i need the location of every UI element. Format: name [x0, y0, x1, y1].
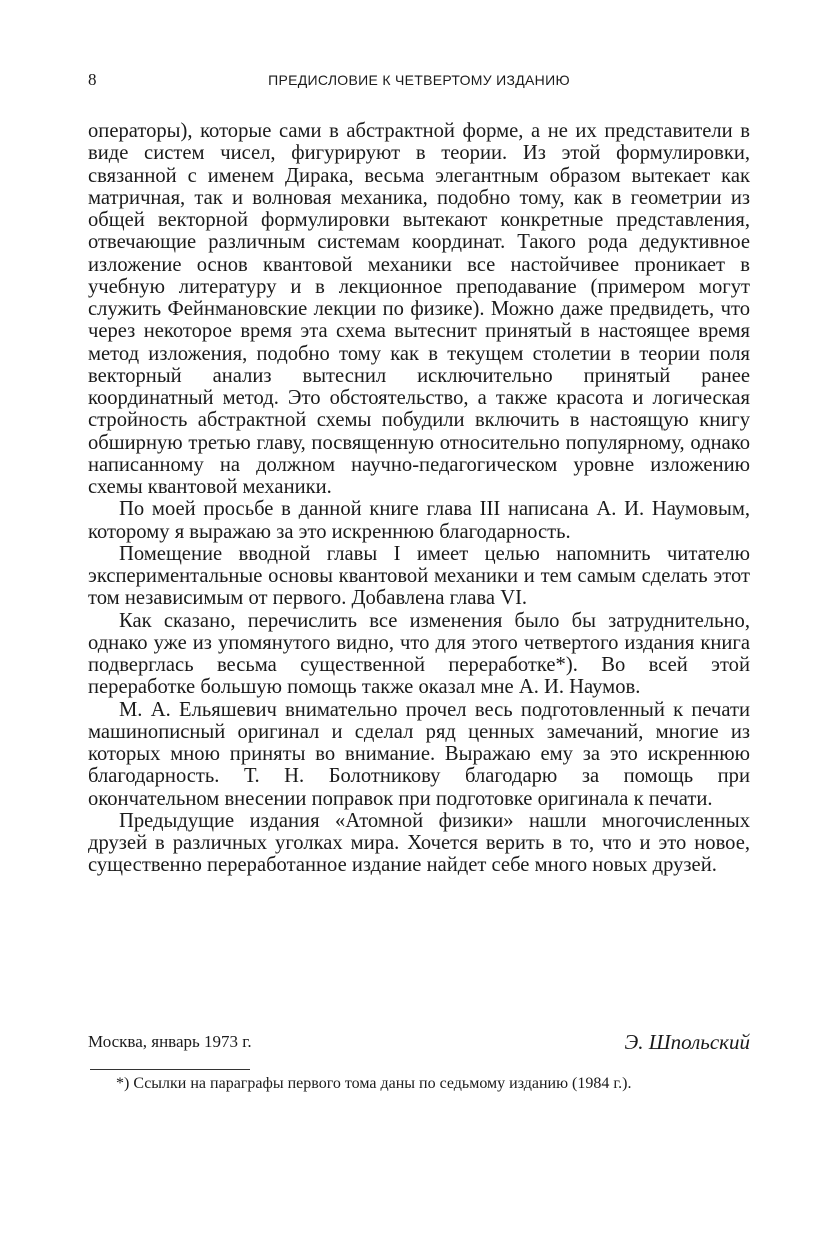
- footnote: *) Ссылки на параграфы первого тома даны по седьмому изданию (1984 г.).: [116, 1075, 632, 1092]
- paragraph: Как сказано, перечислить все изменения было бы затруднительно, однако уже из упомянутого видно, что для этого четвертого издания книга подверглась весьма существенной переработке*). Во всей этой переработке большую помощь также оказал мне А. И. Наумов.: [88, 609, 750, 699]
- running-title: ПРЕДИСЛОВИЕ К ЧЕТВЕРТОМУ ИЗДАНИЮ: [268, 72, 570, 88]
- body-text: [88, 120, 750, 877]
- place-date: Москва, январь 1973 г.: [88, 1032, 252, 1051]
- footnote-divider: [90, 1069, 250, 1070]
- paragraph: операторы), которые сами в абстрактной форме, а не их представители в виде систем чисел, фигурируют в теории. Из этой формулировки, связанной с именем Дирака, весьма элегантным образом вытекает как матричная, так и волновая механика, подобно тому, как в геометрии из общей векторной формулировки вытекают конкретные представления, отвечающие различным системам координат. Такого рода дедуктивное изложение основ квантовой механики все настойчивее проникает в учебную литературу и в лекционное преподавание (примером могут служить Фейнмановские лекции по физике). Можно даже предвидеть, что через некоторое время эта схема вытеснит принятый в настоящее время метод изложения, подобно тому как в текущем столетии в теории поля векторный анализ вытеснил исключительно принятый ранее координатный метод. Это обстоятельство, а также красота и логическая стройность абстрактной схемы побудили включить в настоящую книгу обширную третью главу, посвященную относительно популярному, однако написанному на должном научно-педагогическом уровне изложению схемы квантовой механики.: [88, 120, 750, 498]
- paragraph: Помещение вводной главы I имеет целью напомнить читателю экспериментальные основы квантовой механики и тем самым сделать этот том независимым от первого. Добавлена глава VI.: [88, 542, 750, 610]
- paragraph: М. А. Ельяшевич внимательно прочел весь подготовленный к печати машинописный оригинал и сделал ряд ценных замечаний, многие из которых мною приняты во внимание. Выражаю ему за это искреннюю благодарность. Т. Н. Болотникову благодарю за помощь при окончательном внесении поправок при подготовке оригинала к печати.: [88, 698, 750, 810]
- author-signature: Э. Шпольский: [624, 1030, 750, 1054]
- page-header: [88, 70, 750, 94]
- page-number: 8: [88, 70, 97, 89]
- paragraph: По моей просьбе в данной книге глава III написана А. И. Наумовым, которому я выражаю за это искреннюю благодарность.: [88, 498, 750, 543]
- closing: [88, 1030, 750, 1056]
- paragraph: Предыдущие издания «Атомной физики» нашли многочисленных друзей в различных уголках мира. Хочется верить в то, что и это новое, существенно переработанное издание найдет себе много новых друзей.: [88, 809, 750, 877]
